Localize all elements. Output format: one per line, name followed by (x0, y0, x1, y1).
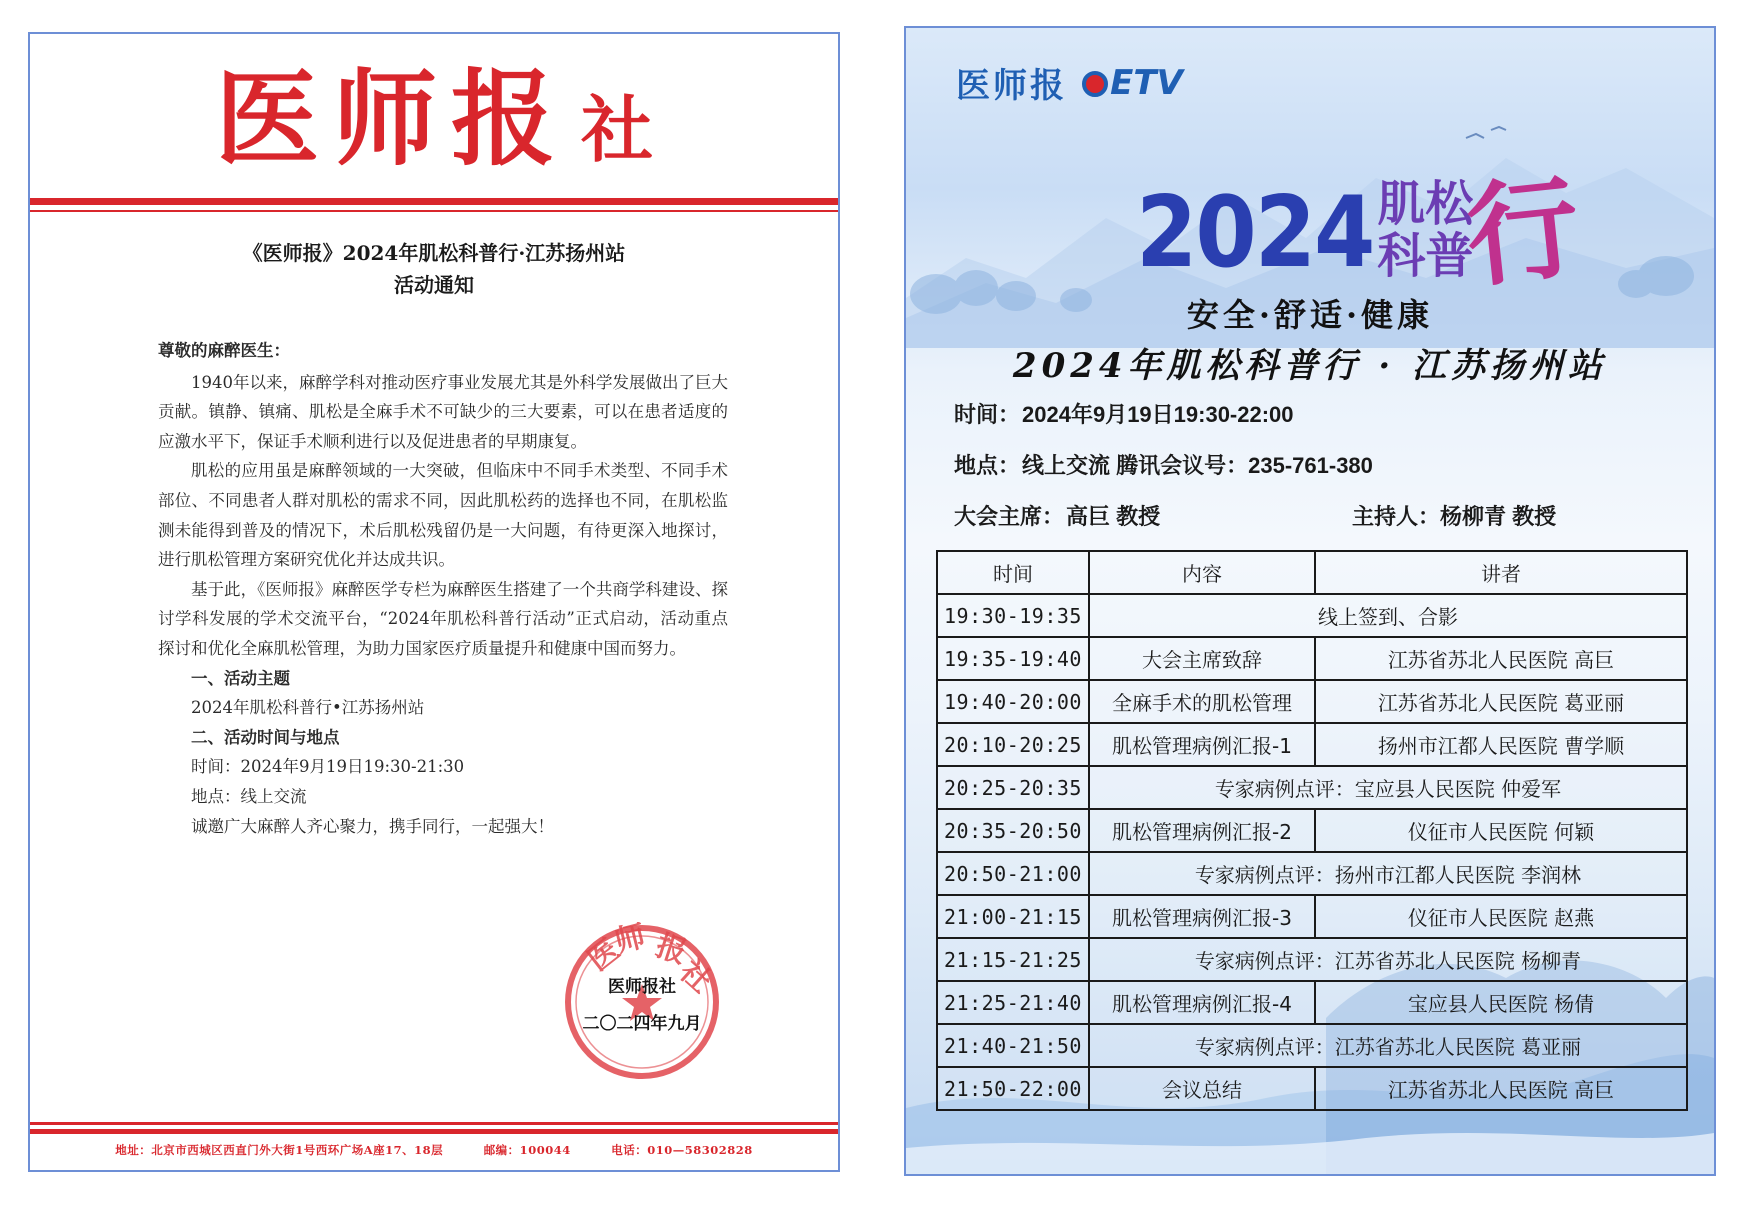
agenda-time: 21:25-21:40 (937, 981, 1089, 1024)
paragraph-1: 1940年以来，麻醉学科对推动医疗事业发展尤其是外科学发展做出了巨大贡献。镇静、镇痛、肌松是全麻手术不可缺少的三大要素，可以在患者适度的应激水平下，保证手术顺利进行以及促进患者的早期康复。 (158, 372, 728, 451)
agenda-row (937, 594, 1687, 637)
time-value: 2024年9月19日19:30-22:00 (1022, 402, 1294, 427)
agenda-speaker: 扬州市江都人民医院 曹学顺 (1315, 723, 1687, 766)
agenda-time: 20:10-20:25 (937, 723, 1089, 766)
footer-zip: 邮编：100044 (483, 1143, 571, 1157)
agenda-merged-item: 专家病例点评：江苏省苏北人民医院 杨柳青 (1089, 938, 1687, 981)
official-seal (562, 922, 722, 1082)
agenda-content: 全麻手术的肌松管理 (1089, 680, 1315, 723)
section-heading-time-place: 二、活动时间与地点 (191, 727, 340, 747)
event-chair (954, 500, 1160, 531)
agenda-row (937, 1067, 1687, 1110)
header-time: 时间 (937, 551, 1089, 594)
agenda-time: 21:40-21:50 (937, 1024, 1089, 1067)
agenda-speaker: 仪征市人民医院 赵燕 (1315, 895, 1687, 938)
agenda-row (937, 981, 1687, 1024)
agenda-speaker: 江苏省苏北人民医院 高巨 (1315, 637, 1687, 680)
letter-footer (30, 1142, 838, 1158)
notice-title-line1: 《医师报》2024年肌松科普行·江苏扬州站 (242, 241, 626, 265)
svg-text:医: 医 (581, 932, 627, 979)
agenda-row (937, 766, 1687, 809)
footer-rule-thick (30, 1129, 838, 1134)
agenda-table (936, 550, 1688, 1111)
agenda-time: 21:00-21:15 (937, 895, 1089, 938)
salutation: 尊敬的麻醉医生： (158, 341, 290, 360)
event-place (954, 449, 1373, 480)
header-content: 内容 (1089, 551, 1315, 594)
masthead-suffix: 社 (581, 87, 654, 172)
chair-label: 大会主席： (954, 504, 1065, 529)
agenda-content: 肌松管理病例汇报-3 (1089, 895, 1315, 938)
place-label: 地点： (954, 453, 1021, 478)
hero-title (1136, 161, 1586, 304)
hero-chars-top: 肌松 (1377, 176, 1474, 232)
logo-etv-text: ETV (1110, 62, 1183, 103)
agenda-time: 20:25-20:35 (937, 766, 1089, 809)
time-text: 时间：2024年9月19日19:30-21:30 (191, 757, 465, 777)
paragraph-3: 基于此，《医师报》麻醉医学专栏为麻醉医生搭建了一个共商学科建设、探讨学科发展的学术交流平台，“2024年肌松科普行活动”正式启动，活动重点探讨和优化全麻肌松管理，为助力国家医疗质量提升和健康中国而努力。 (158, 579, 728, 658)
paragraph-2: 肌松的应用虽是麻醉领域的一大突破，但临床中不同手术类型、不同手术部位、不同患者人群对肌松的需求不同，因此肌松药的选择也不同，在肌松监测未能得到普及的情况下，术后肌松残留仍是一大问题，有待更深入地探讨，进行肌松管理方案研究优化并达成共识。 (158, 461, 728, 570)
host-label: 主持人： (1352, 504, 1441, 529)
svg-text:社: 社 (672, 953, 719, 1001)
place-value: 线上交流 腾讯会议号：235-761-380 (1022, 453, 1373, 478)
seal-stamp-icon (562, 922, 722, 1082)
agenda-content: 会议总结 (1089, 1067, 1315, 1110)
agenda-content: 肌松管理病例汇报-4 (1089, 981, 1315, 1024)
time-label: 时间： (954, 402, 1021, 427)
svg-text:师: 师 (611, 922, 650, 960)
agenda-row (937, 637, 1687, 680)
hero-chars-bottom: 科普 (1377, 228, 1474, 284)
notice-letter (28, 32, 840, 1172)
agenda-row (937, 809, 1687, 852)
footer-rule-thin (30, 1122, 838, 1125)
signature-date: 二〇二四年九月 (582, 1014, 702, 1034)
masthead-title: 医师报 (214, 57, 569, 180)
notice-title (30, 237, 838, 301)
logo-text: 医师报 (956, 66, 1067, 106)
agenda-row (937, 852, 1687, 895)
slogan: 安全·舒适·健康 (1186, 296, 1434, 334)
notice-title-line2: 活动通知 (394, 273, 474, 297)
agenda-content: 肌松管理病例汇报-1 (1089, 723, 1315, 766)
closing-text: 诚邀广大麻醉人齐心聚力，携手同行，一起强大！ (191, 816, 554, 836)
agenda-header-row (937, 551, 1687, 594)
agenda-body (937, 594, 1687, 1110)
hero-year: 2024 (1136, 176, 1374, 290)
theme-text: 2024年肌松科普行•江苏扬州站 (191, 698, 425, 718)
chair-value: 高巨 教授 (1066, 504, 1161, 529)
header-rule-thin (30, 210, 838, 212)
agenda-speaker: 江苏省苏北人民医院 葛亚丽 (1315, 680, 1687, 723)
notice-body (158, 336, 728, 841)
agenda-content: 肌松管理病例汇报-2 (1089, 809, 1315, 852)
hero-chars (1377, 178, 1473, 282)
agenda-row (937, 1024, 1687, 1067)
agenda-merged-item: 专家病例点评：宝应县人民医院 仲爱军 (1089, 766, 1687, 809)
agenda-time: 20:50-21:00 (937, 852, 1089, 895)
footer-address: 地址：北京市西城区西直门外大街1号西环广场A座17、18层 (115, 1143, 444, 1157)
agenda-merged-item: 专家病例点评：扬州市江都人民医院 李润林 (1089, 852, 1687, 895)
letterhead-masthead (30, 44, 838, 194)
section-heading-theme: 一、活动主题 (191, 668, 290, 688)
agenda-row (937, 895, 1687, 938)
hero-xing: 行 (1460, 161, 1586, 304)
agenda-time: 19:35-19:40 (937, 637, 1089, 680)
agenda-speaker: 仪征市人民医院 何颖 (1315, 809, 1687, 852)
etv-dot-icon (1082, 71, 1108, 97)
header-speaker: 讲者 (1315, 551, 1687, 594)
signature-org: 医师报社 (608, 977, 676, 997)
etv-logo (1082, 63, 1183, 103)
agenda-row (937, 680, 1687, 723)
footer-phone: 电话：010—58302828 (611, 1143, 753, 1157)
agenda-speaker: 宝应县人民医院 杨倩 (1315, 981, 1687, 1024)
event-title: 2024年肌松科普行 · 江苏扬州站 (1012, 346, 1608, 386)
agenda-time: 21:15-21:25 (937, 938, 1089, 981)
event-host (1352, 500, 1556, 531)
header-rule-thick (30, 198, 838, 205)
svg-text:报: 报 (651, 928, 691, 971)
agenda-time: 20:35-20:50 (937, 809, 1089, 852)
agenda-time: 21:50-22:00 (937, 1067, 1089, 1110)
agenda-row (937, 938, 1687, 981)
place-text: 地点：线上交流 (191, 786, 307, 806)
agenda-content: 大会主席致辞 (1089, 637, 1315, 680)
event-time (954, 398, 1294, 429)
agenda-time: 19:30-19:35 (937, 594, 1089, 637)
agenda-time: 19:40-20:00 (937, 680, 1089, 723)
event-poster (904, 26, 1716, 1176)
host-value: 杨柳青 教授 (1440, 504, 1557, 529)
agenda-speaker: 江苏省苏北人民医院 高巨 (1315, 1067, 1687, 1110)
agenda-merged-item: 线上签到、合影 (1089, 594, 1687, 637)
poster-logo (956, 58, 1183, 107)
agenda-row (937, 723, 1687, 766)
agenda-merged-item: 专家病例点评：江苏省苏北人民医院 葛亚丽 (1089, 1024, 1687, 1067)
